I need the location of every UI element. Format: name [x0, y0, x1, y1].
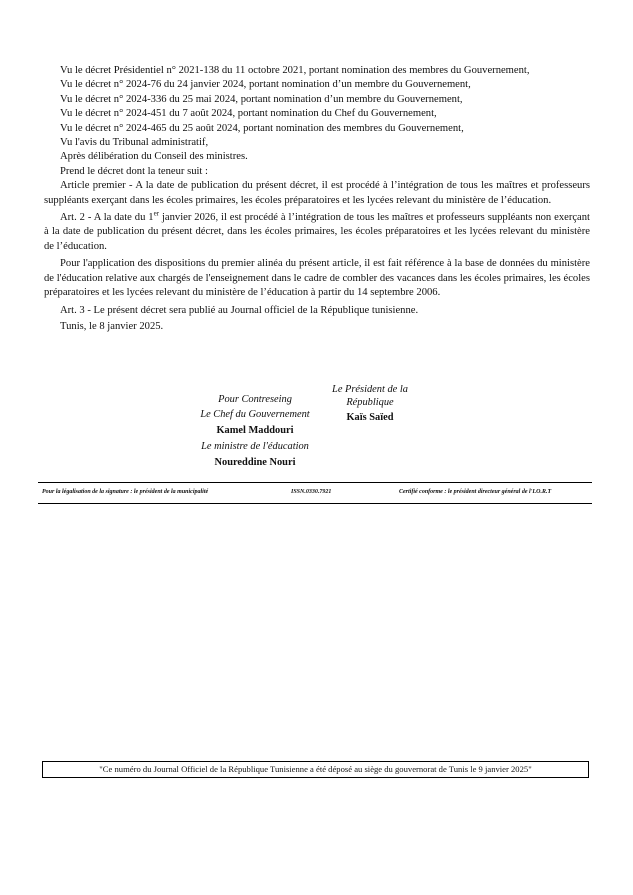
visa-line: Vu le décret Présidentiel n° 2021-138 du 11 octobre 2021, portant nomination des membres du Gouvernement,	[60, 65, 530, 76]
footer-right: Certifié conforme : le président directeur général de l'I.O.R.T	[399, 489, 552, 495]
footer-rule-top	[38, 482, 592, 483]
countersignature-block	[190, 392, 320, 470]
decree-intro: Prend le décret dont la teneur suit :	[60, 165, 208, 177]
ministre-name: Noureddine Nouri	[214, 457, 296, 468]
chef-title: Le Chef du Gouvernement	[200, 409, 310, 420]
chef-name: Kamel Maddouri	[216, 425, 294, 436]
visa-line: Vu le décret n° 2024-76 du 24 janvier 2024, portant nomination d’un membre du Gouvernement,	[60, 79, 471, 91]
contreseing-label: Pour Contreseing	[218, 394, 292, 405]
president-title: Le Président de la République	[332, 384, 408, 408]
footer-rule-bottom	[38, 503, 592, 504]
visa-line: Après délibération du Conseil des ministres.	[60, 151, 248, 163]
decree-body	[44, 64, 590, 334]
article-2-paragraph-2: Pour l'application des dispositions du premier alinéa du présent article, il est fait référence à la base de données du ministère de l'éducation relative aux chargés de l'enseignement dans le cadre de combler des vacances dans les écoles primaires, les écoles préparatoires et les lycées relevant du ministère de l’éducation à partir du 14 septembre 2006.	[44, 258, 590, 299]
footer-center: ISSN.0330.7921	[291, 489, 332, 495]
deposit-notice: "Ce numéro du Journal Officiel de la République Tunisienne a été déposé au siège du gouvernorat de Tunis le 9 janvier 2025"	[42, 761, 589, 778]
place-date: Tunis, le 8 janvier 2025.	[60, 320, 164, 332]
article-1: Article premier - A la date de publication du présent décret, il est procédé à l’intégration de tous les maîtres et professeurs suppléants exerçant dans les écoles primaires, les écoles préparatoires et les lycées relevant du ministère de l’éducation.	[44, 180, 590, 206]
visa-line: Vu le décret n° 2024-451 du 7 août 2024, portant nomination du Chef du Gouvernement,	[60, 108, 437, 120]
footer-left: Pour la légalisation de la signature : le président de la municipalité	[42, 489, 209, 495]
visa-line: Vu le décret n° 2024-336 du 25 mai 2024, portant nomination d’un membre du Gouvernement,	[60, 93, 463, 105]
president-name: Kaïs Saïed	[346, 412, 394, 423]
president-signature-block	[330, 384, 410, 425]
visa-line: Vu l'avis du Tribunal administratif,	[60, 137, 209, 149]
article-3: Art. 3 - Le présent décret sera publié au Journal officiel de la République tunisienne.	[60, 304, 419, 316]
ministre-title: Le ministre de l'éducation	[201, 441, 309, 452]
article-2: Art. 2 - A la date du 1er janvier 2026, il est procédé à l’intégration de tous les maîtres et professeurs suppléants non exerçant à la date de publication du présent décret, dans les écoles primaires, les écoles préparatoires et les lycées relevant du ministère de l’éducation.	[44, 209, 590, 252]
visa-line: Vu le décret n° 2024-465 du 25 août 2024, portant nomination des membres du Gouvernement,	[60, 122, 464, 134]
